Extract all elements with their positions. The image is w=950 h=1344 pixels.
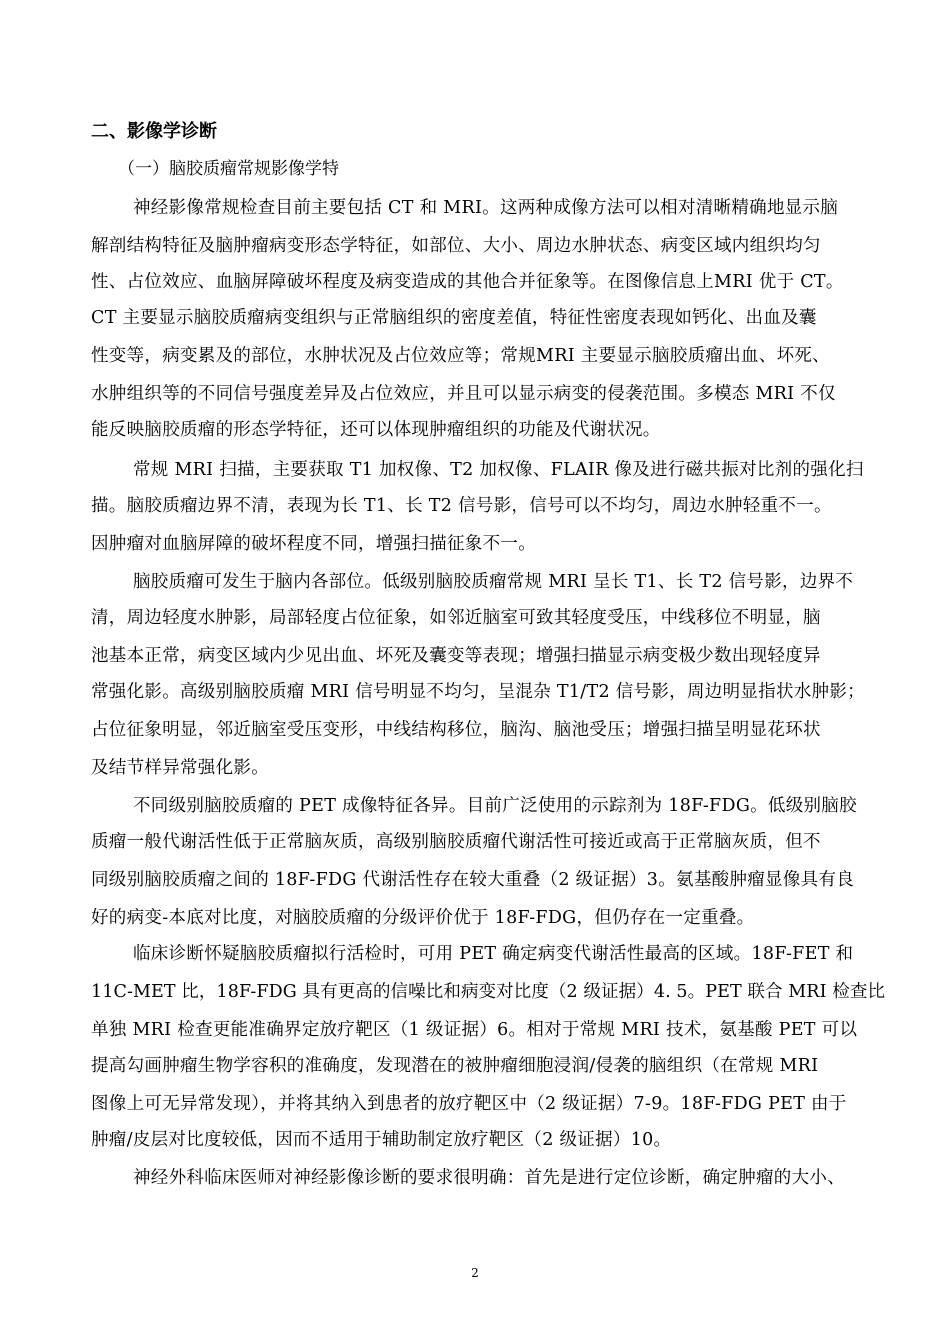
paragraph-line: 好的病变-本底对比度，对脑胶质瘤的分级评价优于 18F-FDG，但仍存在一定重叠。 <box>91 908 755 928</box>
paragraph-line: 解剖结构特征及脑肿瘤病变形态学特征，如部位、大小、周边水肿状态、病变区域内组织均匀 <box>91 236 821 256</box>
paragraph-line: 同级别脑胶质瘤之间的 18F-FDG 代谢活性存在较大重叠（2 级证据）3。氨基酸肿瘤显像具有良 <box>91 870 855 890</box>
paragraph-line: 11C-MET 比，18F-FDG 具有更高的信噪比和病变对比度（2 级证据）4. 5。PET 联合 MRI 检查比 <box>91 982 886 1002</box>
paragraph-line: 因肿瘤对血脑屏障的破坏程度不同，增强扫描征象不一。 <box>91 534 536 554</box>
paragraph-line: 单独 MRI 检查更能准确界定放疗靶区（1 级证据）6。相对于常规 MRI 技术，氨基酸 PET 可以 <box>91 1020 858 1040</box>
paragraph-line: 描。脑胶质瘤边界不清，表现为长 T1、长 T2 信号影，信号可以不均匀，周边水肿轻重不一。 <box>91 496 832 516</box>
subsection-heading: （一）脑胶质瘤常规影像学特 <box>118 159 339 179</box>
paragraph-line: 清，周边轻度水肿影，局部轻度占位征象，如邻近脑室可致其轻度受压，中线移位不明显，脑 <box>91 608 821 628</box>
paragraph-line: 不同级别脑胶质瘤的 PET 成像特征各异。目前广泛使用的示踪剂为 18F-FDG。低级别脑胶 <box>133 796 857 816</box>
paragraph-line: 常强化影。高级别脑胶质瘤 MRI 信号明显不均匀，呈混杂 T1/T2 信号影，周边明显指状水肿影； <box>91 682 865 702</box>
paragraph-line: 神经外科临床医师对神经影像诊断的要求很明确：首先是进行定位诊断，确定肿瘤的大小、 <box>133 1168 845 1188</box>
paragraph-line: 图像上可无异常发现），并将其纳入到患者的放疗靶区中（2 级证据）7-9。18F-FDG PET 由于 <box>91 1094 847 1114</box>
paragraph-line: 脑胶质瘤可发生于脑内各部位。低级别脑胶质瘤常规 MRI 呈长 T1、长 T2 信号影，边界不 <box>133 572 854 592</box>
paragraph-line: 性、占位效应、血脑屏障破坏程度及病变造成的其他合并征象等。在图像信息上MRI 优于 CT。 <box>91 272 844 292</box>
paragraph-line: 占位征象明显，邻近脑室受压变形，中线结构移位，脑沟、脑池受压；增强扫描呈明显花环状 <box>91 720 821 740</box>
paragraph-line: 肿瘤/皮层对比度较低，因而不适用于辅助制定放疗靶区（2 级证据）10。 <box>91 1130 672 1150</box>
paragraph-line: 能反映脑胶质瘤的形态学特征，还可以体现肿瘤组织的功能及代谢状况。 <box>91 420 661 440</box>
paragraph-line: 质瘤一般代谢活性低于正常脑灰质，高级别脑胶质瘤代谢活性可接近或高于正常脑灰质，但不 <box>91 832 821 852</box>
paragraph-line: 临床诊断怀疑脑胶质瘤拟行活检时，可用 PET 确定病变代谢活性最高的区域。18F-FET 和 <box>133 944 854 964</box>
paragraph-line: 神经影像常规检查目前主要包括 CT 和 MRI。这两种成像方法可以相对清晰精确地显示脑 <box>133 198 839 218</box>
paragraph-line: 池基本正常，病变区域内少见出血、坏死及囊变等表现；增强扫描显示病变极少数出现轻度异 <box>91 646 821 666</box>
paragraph-line: 提高勾画肿瘤生物学容积的准确度，发现潜在的被肿瘤细胞浸润/侵袭的脑组织（在常规 MRI <box>91 1056 819 1076</box>
page-number: 2 <box>471 1266 479 1280</box>
paragraph-line: 常规 MRI 扫描，主要获取 T1 加权像、T2 加权像、FLAIR 像及进行磁共振对比剂的强化扫 <box>133 460 864 480</box>
paragraph-line: CT 主要显示脑胶质瘤病变组织与正常脑组织的密度差值，特征性密度表现如钙化、出血及囊 <box>91 308 817 328</box>
paragraph-line: 水肿组织等的不同信号强度差异及占位效应，并且可以显示病变的侵袭范围。多模态 MRI 不仅 <box>91 384 836 404</box>
section-heading: 二、影像学诊断 <box>91 121 217 142</box>
paragraph-line: 及结节样异常强化影。 <box>91 758 269 778</box>
paragraph-line: 性变等，病变累及的部位，水肿状况及占位效应等；常规MRI 主要显示脑胶质瘤出血、坏死、 <box>91 346 830 366</box>
